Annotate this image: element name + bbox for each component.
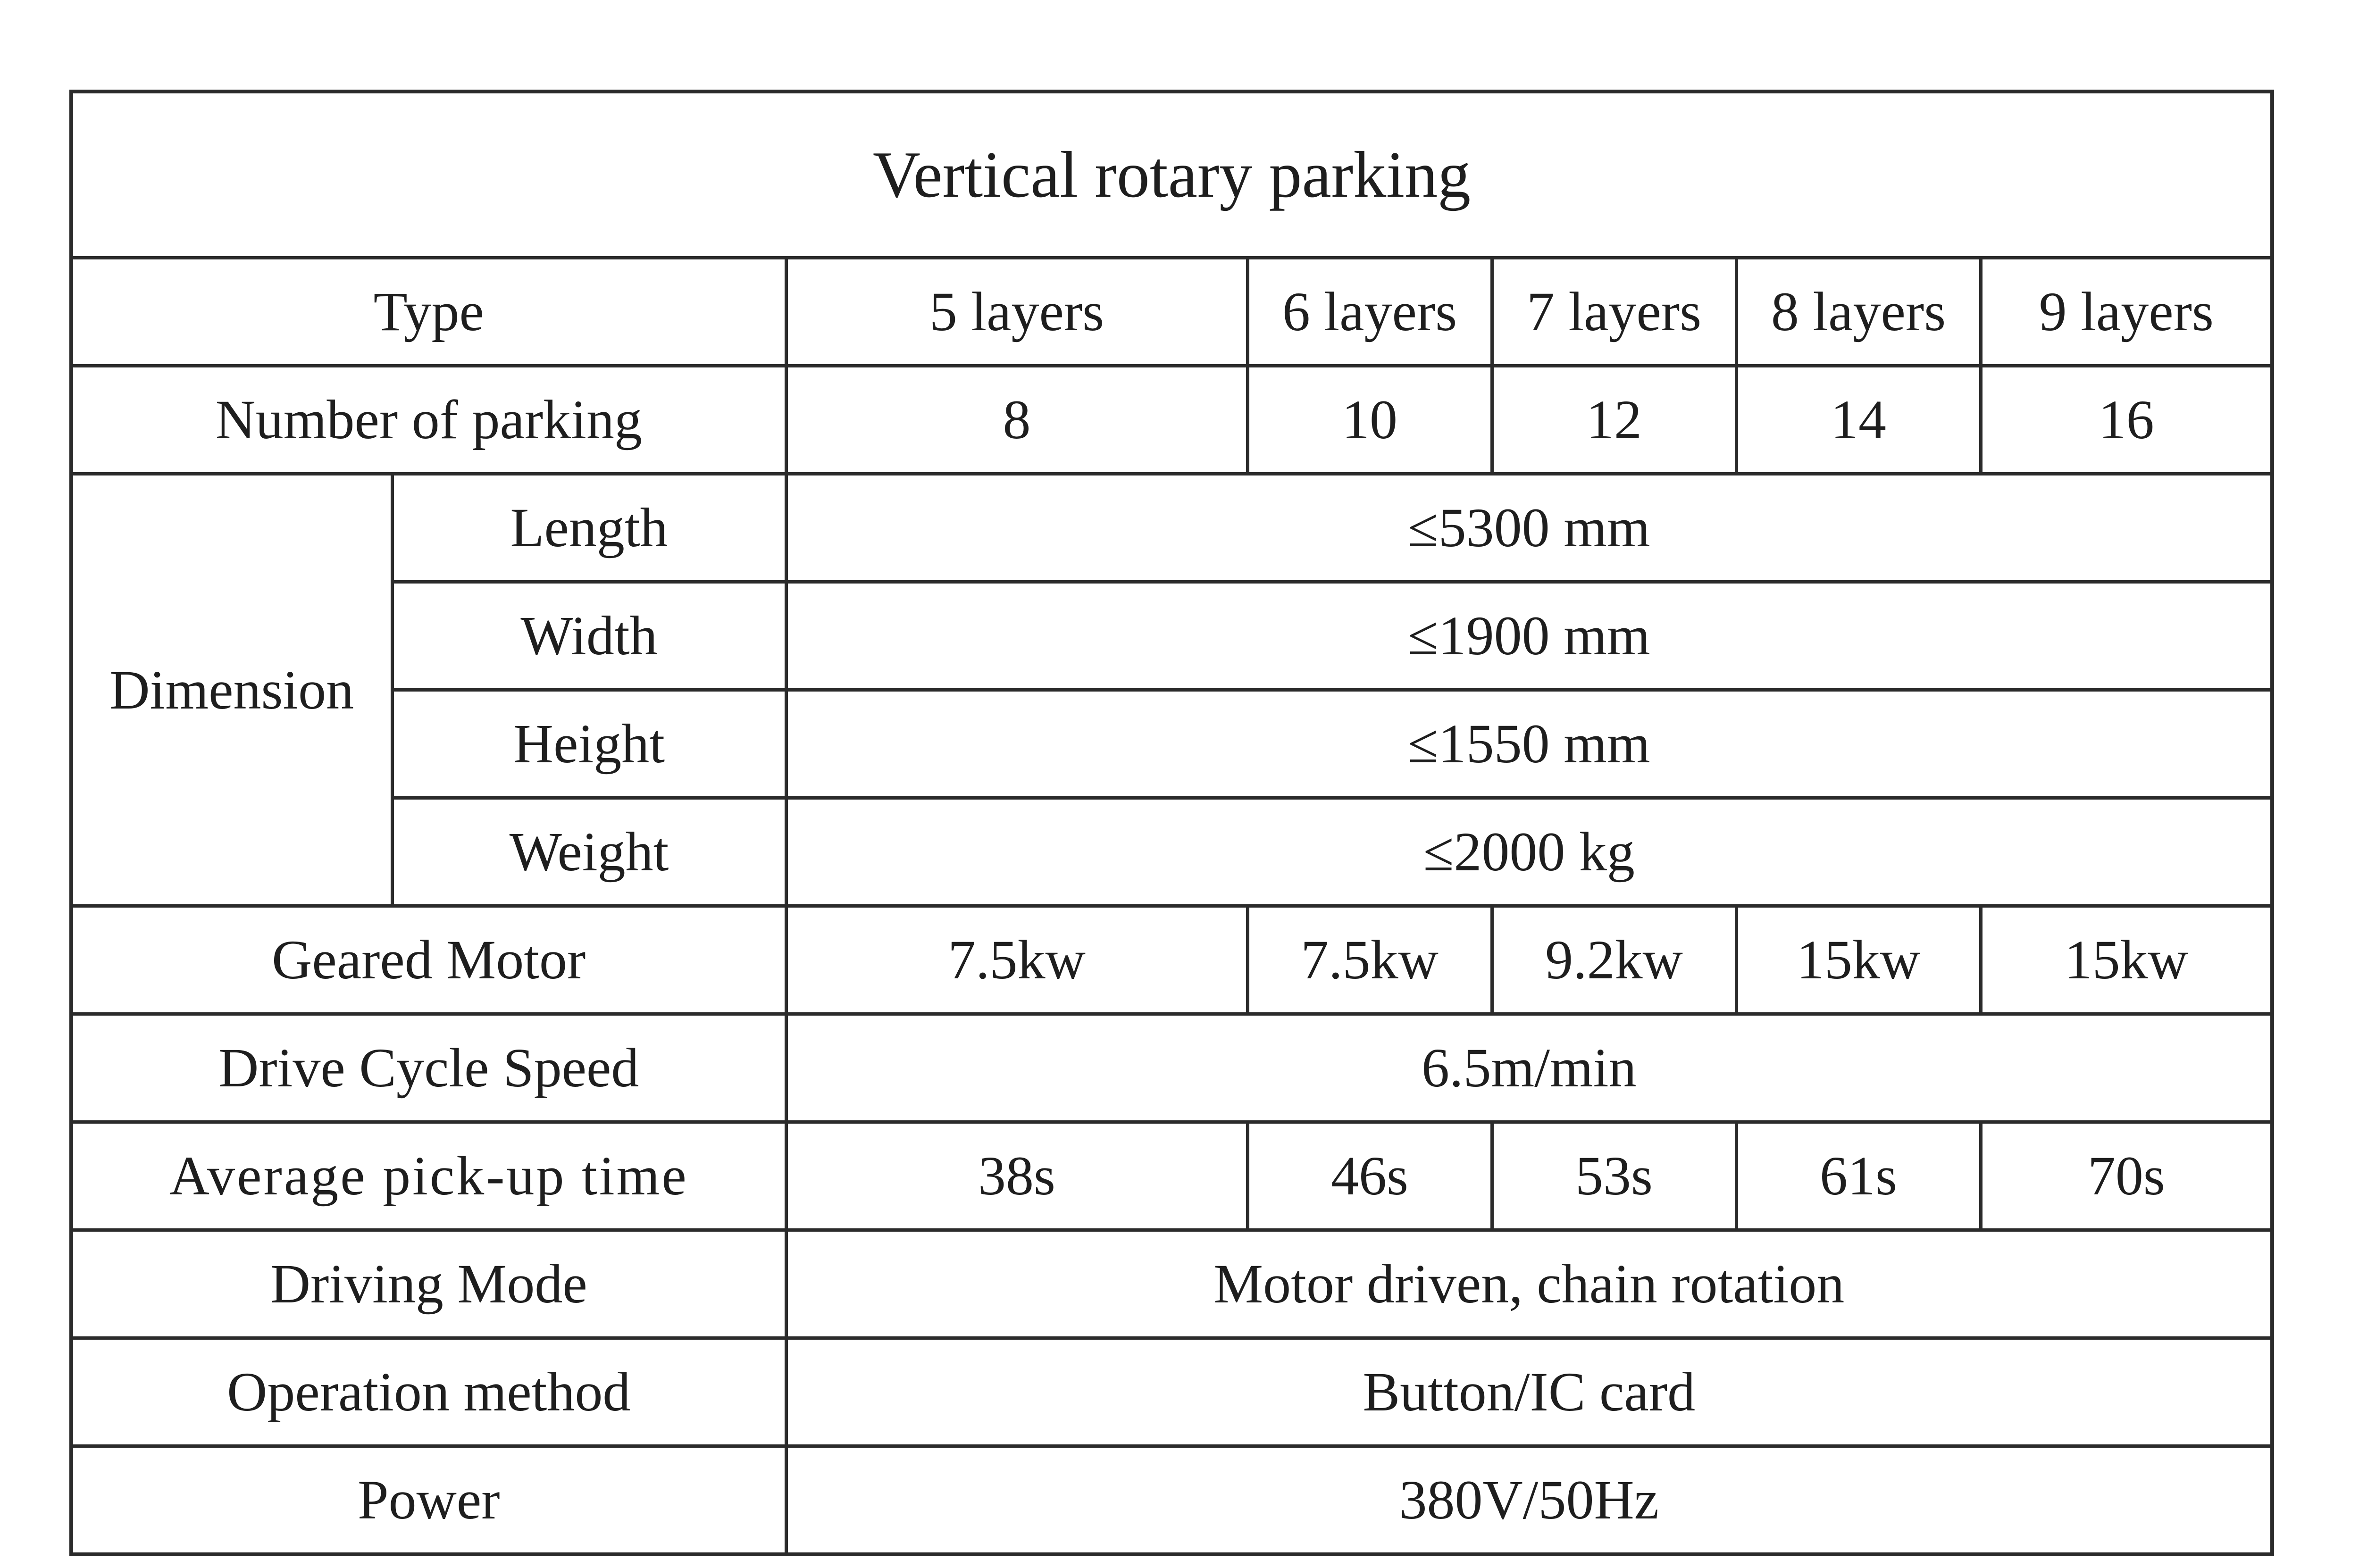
dimension-length-row [71, 474, 2272, 582]
type-label: Type [71, 258, 786, 366]
height-value: ≤1550 mm [786, 690, 2272, 798]
power-label: Power [71, 1446, 786, 1555]
motor-value: 9.2kw [1492, 906, 1736, 1014]
operation-label: Operation method [71, 1338, 786, 1446]
dimension-label: Dimension [71, 474, 392, 906]
type-row [71, 258, 2272, 366]
type-5-layers: 5 layers [786, 258, 1247, 366]
pickup-value: 61s [1736, 1122, 1981, 1230]
table-title: Vertical rotary parking [71, 92, 2272, 258]
title-row [71, 92, 2272, 258]
height-label: Height [392, 690, 786, 798]
type-6-layers: 6 layers [1247, 258, 1492, 366]
type-7-layers: 7 layers [1492, 258, 1736, 366]
width-label: Width [392, 582, 786, 690]
pickup-value: 53s [1492, 1122, 1736, 1230]
speed-row [71, 1014, 2272, 1122]
length-label: Length [392, 474, 786, 582]
driving-label: Driving Mode [71, 1230, 786, 1338]
parking-value: 12 [1492, 366, 1736, 474]
spec-table [69, 90, 2274, 1556]
weight-label: Weight [392, 798, 786, 906]
driving-row [71, 1230, 2272, 1338]
motor-value: 7.5kw [786, 906, 1247, 1014]
pickup-value: 70s [1981, 1122, 2272, 1230]
motor-row [71, 906, 2272, 1014]
type-8-layers: 8 layers [1736, 258, 1981, 366]
parking-value: 10 [1247, 366, 1492, 474]
length-value: ≤5300 mm [786, 474, 2272, 582]
pickup-value: 46s [1247, 1122, 1492, 1230]
speed-value: 6.5m/min [786, 1014, 2272, 1122]
weight-value: ≤2000 kg [786, 798, 2272, 906]
pickup-row [71, 1122, 2272, 1230]
operation-value: Button/IC card [786, 1338, 2272, 1446]
dimension-height-row [71, 690, 2272, 798]
parking-value: 16 [1981, 366, 2272, 474]
motor-value: 15kw [1981, 906, 2272, 1014]
motor-label: Geared Motor [71, 906, 786, 1014]
dimension-width-row [71, 582, 2272, 690]
parking-value: 8 [786, 366, 1247, 474]
driving-value: Motor driven, chain rotation [786, 1230, 2272, 1338]
motor-value: 7.5kw [1247, 906, 1492, 1014]
pickup-label: Average pick-up time [71, 1122, 786, 1230]
parking-row [71, 366, 2272, 474]
type-9-layers: 9 layers [1981, 258, 2272, 366]
dimension-weight-row [71, 798, 2272, 906]
width-value: ≤1900 mm [786, 582, 2272, 690]
parking-label: Number of parking [71, 366, 786, 474]
motor-value: 15kw [1736, 906, 1981, 1014]
power-value: 380V/50Hz [786, 1446, 2272, 1555]
pickup-value: 38s [786, 1122, 1247, 1230]
parking-value: 14 [1736, 366, 1981, 474]
operation-row [71, 1338, 2272, 1446]
power-row [71, 1446, 2272, 1555]
speed-label: Drive Cycle Speed [71, 1014, 786, 1122]
